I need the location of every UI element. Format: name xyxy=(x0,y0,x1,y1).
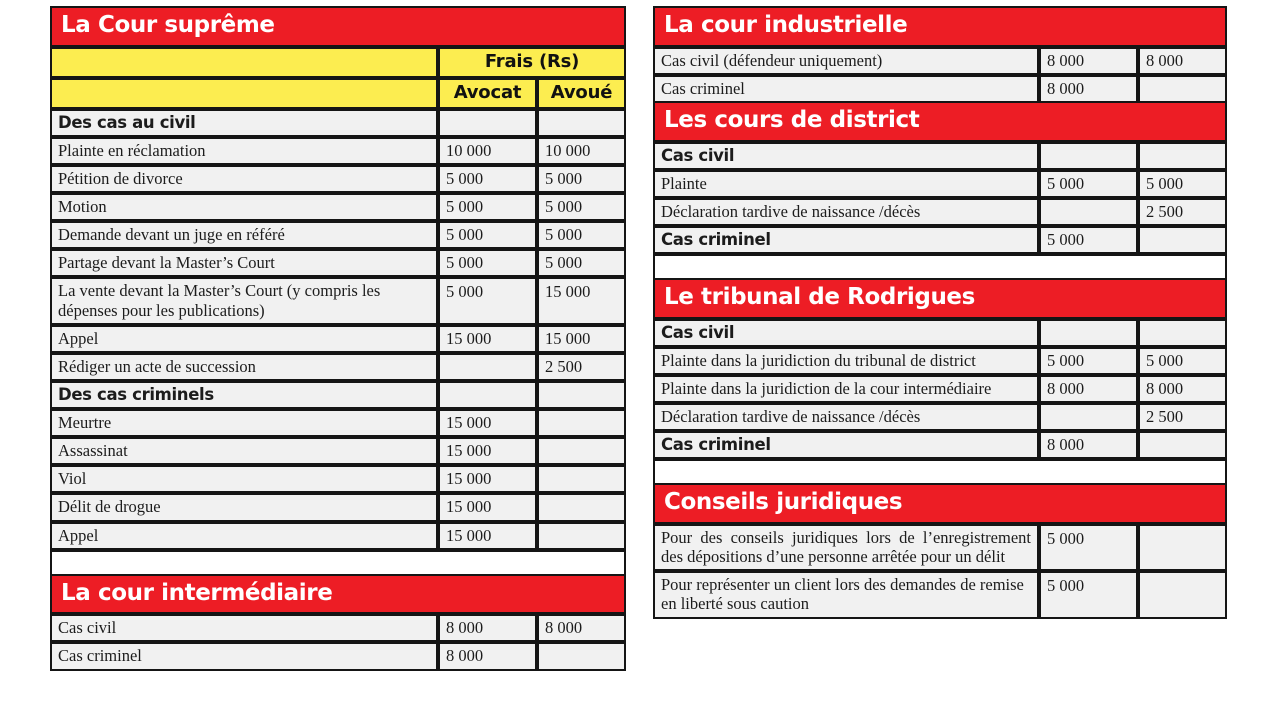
row-avocat: 15 000 xyxy=(438,437,537,465)
row-avoue xyxy=(537,381,626,409)
row-avoue xyxy=(1138,431,1227,459)
table-row xyxy=(50,277,626,324)
row-label: Appel xyxy=(50,522,438,550)
row-avocat: 5 000 xyxy=(438,221,537,249)
table-row xyxy=(50,353,626,381)
row-avocat: 8 000 xyxy=(1039,47,1138,75)
column-header-avoue: Avoué xyxy=(537,78,626,109)
row-label: Plainte xyxy=(653,170,1039,198)
row-label: Motion xyxy=(50,193,438,221)
table-row xyxy=(50,642,626,670)
row-avoue xyxy=(537,522,626,550)
row-label: Rédiger un acte de succession xyxy=(50,353,438,381)
row-label: Assassinat xyxy=(50,437,438,465)
row-avoue xyxy=(537,437,626,465)
row-label: Cas civil xyxy=(50,614,438,642)
table-cours-de-district xyxy=(653,101,1227,280)
table-row xyxy=(653,375,1227,403)
row-label: Cas criminel xyxy=(653,226,1039,254)
row-avoue xyxy=(537,642,626,670)
table-row xyxy=(50,193,626,221)
row-avoue: 15 000 xyxy=(537,325,626,353)
row-avocat: 8 000 xyxy=(1039,431,1138,459)
row-label: Délit de drogue xyxy=(50,493,438,521)
table-row xyxy=(653,571,1227,618)
row-avoue xyxy=(1138,142,1227,170)
row-avocat: 5 000 xyxy=(438,249,537,277)
row-label: Cas criminel xyxy=(653,431,1039,459)
row-label: Partage devant la Master’s Court xyxy=(50,249,438,277)
table-row xyxy=(50,409,626,437)
row-avocat: 5 000 xyxy=(438,193,537,221)
row-avocat: 5 000 xyxy=(1039,226,1138,254)
row-avoue xyxy=(537,465,626,493)
row-avoue: 8 000 xyxy=(537,614,626,642)
row-avocat: 8 000 xyxy=(438,642,537,670)
row-label: Des cas criminels xyxy=(50,381,438,409)
section-header-row xyxy=(653,278,1227,319)
row-label: Cas criminel xyxy=(50,642,438,670)
table-row xyxy=(653,198,1227,226)
row-avocat xyxy=(1039,319,1138,347)
row-avoue: 2 500 xyxy=(537,353,626,381)
row-avocat: 5 000 xyxy=(1039,347,1138,375)
row-avoue: 5 000 xyxy=(1138,347,1227,375)
table-conseils-juridiques xyxy=(653,483,1227,618)
row-avocat: 10 000 xyxy=(438,137,537,165)
row-label: Déclaration tardive de naissance /décès xyxy=(653,198,1039,226)
row-avoue xyxy=(537,493,626,521)
row-avoue: 5 000 xyxy=(537,221,626,249)
row-label: Viol xyxy=(50,465,438,493)
fees-group-label: Frais (Rs) xyxy=(438,47,626,78)
table-row xyxy=(653,319,1227,347)
right-table-column xyxy=(653,6,1227,619)
row-avoue: 2 500 xyxy=(1138,403,1227,431)
row-avocat: 5 000 xyxy=(1039,571,1138,618)
row-avocat xyxy=(438,381,537,409)
spacer-row xyxy=(653,459,1227,485)
table-row xyxy=(653,142,1227,170)
section-header-row xyxy=(50,574,626,615)
row-avocat xyxy=(438,109,537,137)
row-avocat: 15 000 xyxy=(438,325,537,353)
table-row xyxy=(653,431,1227,459)
table-row xyxy=(653,347,1227,375)
row-avocat: 8 000 xyxy=(1039,375,1138,403)
row-label: Cas civil xyxy=(653,319,1039,347)
fees-column-header-row xyxy=(50,78,626,109)
table-row xyxy=(50,165,626,193)
table-row xyxy=(653,47,1227,75)
section-header-row xyxy=(653,6,1227,47)
row-avoue: 5 000 xyxy=(1138,170,1227,198)
spacer-cell xyxy=(50,550,626,576)
row-label: Appel xyxy=(50,325,438,353)
section-title: Les cours de district xyxy=(653,101,1227,142)
table-row xyxy=(50,614,626,642)
table-row xyxy=(653,524,1227,571)
row-avoue: 15 000 xyxy=(537,277,626,324)
row-avoue xyxy=(1138,319,1227,347)
table-row xyxy=(653,226,1227,254)
section-header-row xyxy=(50,6,626,47)
row-avoue: 5 000 xyxy=(537,193,626,221)
row-label: Des cas au civil xyxy=(50,109,438,137)
table-tribunal-de-rodrigues xyxy=(653,278,1227,485)
section-title: Le tribunal de Rodrigues xyxy=(653,278,1227,319)
table-row xyxy=(50,437,626,465)
table-row xyxy=(50,249,626,277)
row-label: Déclaration tardive de naissance /décès xyxy=(653,403,1039,431)
row-avocat: 8 000 xyxy=(438,614,537,642)
row-avocat: 15 000 xyxy=(438,522,537,550)
row-avoue: 8 000 xyxy=(1138,375,1227,403)
row-avoue xyxy=(1138,571,1227,618)
row-label: Pour représenter un client lors des demandes de remise en liberté sous caution xyxy=(653,571,1039,618)
spacer-cell xyxy=(653,459,1227,485)
table-cour-supreme xyxy=(50,6,626,576)
section-title: La Cour suprême xyxy=(50,6,626,47)
row-avoue: 8 000 xyxy=(1138,47,1227,75)
row-avoue xyxy=(1138,524,1227,571)
row-avocat: 15 000 xyxy=(438,409,537,437)
row-label: La vente devant la Master’s Court (y compris les dépenses pour les publications) xyxy=(50,277,438,324)
row-avocat: 5 000 xyxy=(438,165,537,193)
table-cour-industrielle xyxy=(653,6,1227,103)
row-avocat: 5 000 xyxy=(1039,170,1138,198)
table-row xyxy=(50,493,626,521)
row-avocat: 5 000 xyxy=(1039,524,1138,571)
row-label: Cas civil xyxy=(653,142,1039,170)
row-avoue xyxy=(1138,75,1227,103)
blank-header-cell xyxy=(50,78,438,109)
row-avocat xyxy=(438,353,537,381)
spacer-cell xyxy=(653,254,1227,280)
row-label: Plainte dans la juridiction du tribunal de district xyxy=(653,347,1039,375)
table-row xyxy=(50,221,626,249)
row-label: Plainte dans la juridiction de la cour intermédiaire xyxy=(653,375,1039,403)
spacer-row xyxy=(653,254,1227,280)
row-label: Pétition de divorce xyxy=(50,165,438,193)
section-title: Conseils juridiques xyxy=(653,483,1227,524)
row-avocat: 15 000 xyxy=(438,465,537,493)
row-avocat xyxy=(1039,198,1138,226)
row-avoue: 5 000 xyxy=(537,249,626,277)
section-title: La cour industrielle xyxy=(653,6,1227,47)
section-title: La cour intermédiaire xyxy=(50,574,626,615)
row-avocat: 15 000 xyxy=(438,493,537,521)
row-label: Meurtre xyxy=(50,409,438,437)
section-header-row xyxy=(653,101,1227,142)
table-row xyxy=(653,75,1227,103)
row-avoue xyxy=(537,109,626,137)
row-avoue: 2 500 xyxy=(1138,198,1227,226)
table-row xyxy=(50,325,626,353)
section-header-row xyxy=(653,483,1227,524)
row-label: Cas criminel xyxy=(653,75,1039,103)
row-label: Cas civil (défendeur uniquement) xyxy=(653,47,1039,75)
row-avocat xyxy=(1039,403,1138,431)
row-label: Pour des conseils juridiques lors de l’enregistrement des dépositions d’une personne arrêtée pour un délit xyxy=(653,524,1039,571)
table-row xyxy=(50,381,626,409)
column-header-avocat: Avocat xyxy=(438,78,537,109)
row-avoue: 10 000 xyxy=(537,137,626,165)
table-row xyxy=(653,170,1227,198)
table-row xyxy=(653,403,1227,431)
row-avoue: 5 000 xyxy=(537,165,626,193)
spacer-row xyxy=(50,550,626,576)
row-avoue xyxy=(537,409,626,437)
table-row xyxy=(50,522,626,550)
row-avocat xyxy=(1039,142,1138,170)
table-row xyxy=(50,109,626,137)
row-avocat: 5 000 xyxy=(438,277,537,324)
table-cour-intermediaire xyxy=(50,574,626,671)
fees-group-header-row xyxy=(50,47,626,78)
row-avocat: 8 000 xyxy=(1039,75,1138,103)
row-label: Demande devant un juge en référé xyxy=(50,221,438,249)
table-row xyxy=(50,137,626,165)
left-table-column xyxy=(50,6,626,671)
row-avoue xyxy=(1138,226,1227,254)
blank-header-cell xyxy=(50,47,438,78)
row-label: Plainte en réclamation xyxy=(50,137,438,165)
table-row xyxy=(50,465,626,493)
